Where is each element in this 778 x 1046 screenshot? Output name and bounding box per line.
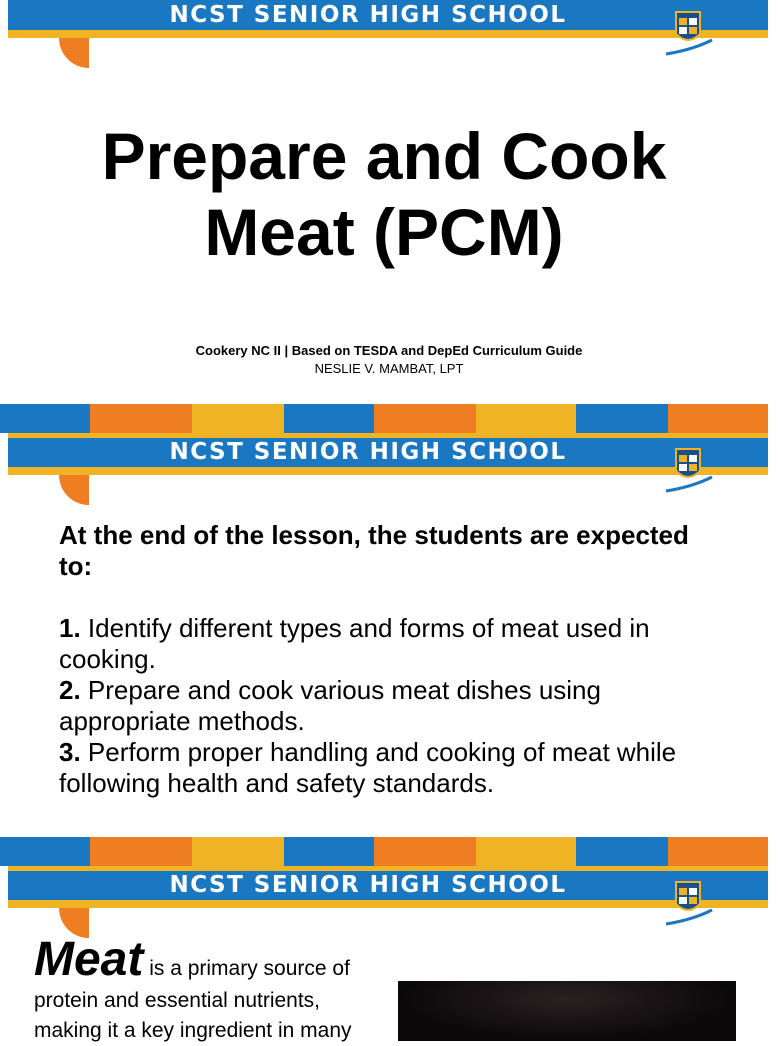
header-banner bbox=[0, 866, 768, 938]
objective-item: 3. Perform proper handling and cooking of meat while following health and safety standards. bbox=[59, 737, 677, 798]
stripe-bar bbox=[0, 404, 768, 433]
banner-orange-tab bbox=[59, 475, 89, 505]
objective-item: 1. Identify different types and forms of meat used in cooking. bbox=[59, 613, 650, 674]
school-name: NCST SENIOR HIGH SCHOOL bbox=[169, 872, 567, 898]
banner-orange-tab bbox=[59, 38, 89, 68]
title-line-1: Prepare and Cook bbox=[101, 119, 667, 193]
banner-gold-line bbox=[8, 433, 768, 438]
meat-word: Meat bbox=[34, 933, 144, 986]
meat-intro-text bbox=[34, 934, 384, 1046]
school-logo-icon bbox=[662, 441, 714, 493]
stripe-bar bbox=[0, 837, 768, 866]
school-logo-icon bbox=[662, 874, 714, 926]
school-name: NCST SENIOR HIGH SCHOOL bbox=[169, 2, 567, 28]
slide-title-text bbox=[0, 118, 768, 270]
author: NESLIE V. MAMBAT, LPT bbox=[314, 361, 464, 376]
slide-objectives bbox=[0, 404, 768, 837]
banner-gold-band bbox=[8, 467, 768, 475]
banner-gold-band bbox=[8, 30, 768, 38]
header-banner bbox=[0, 433, 768, 505]
subtitle: Cookery NC II | Based on TESDA and DepEd Curriculum Guide bbox=[195, 343, 583, 358]
header-banner bbox=[0, 0, 768, 72]
subtitle-block bbox=[0, 342, 778, 378]
slide-title bbox=[0, 0, 768, 404]
meat-photo bbox=[398, 981, 736, 1041]
meat-description: is a primary source of protein and essential nutrients, making it a key ingredient in many bbox=[34, 957, 352, 1042]
slide-meat-intro bbox=[0, 837, 768, 1042]
school-logo-icon bbox=[662, 4, 714, 56]
objectives-block bbox=[59, 520, 709, 799]
objectives-heading: At the end of the lesson, the students are expected to: bbox=[59, 520, 689, 581]
banner-gold-line bbox=[8, 866, 768, 871]
title-line-2: Meat (PCM) bbox=[204, 195, 564, 269]
school-name: NCST SENIOR HIGH SCHOOL bbox=[169, 439, 567, 465]
objective-item: 2. Prepare and cook various meat dishes using appropriate methods. bbox=[59, 675, 601, 736]
banner-gold-band bbox=[8, 900, 768, 908]
